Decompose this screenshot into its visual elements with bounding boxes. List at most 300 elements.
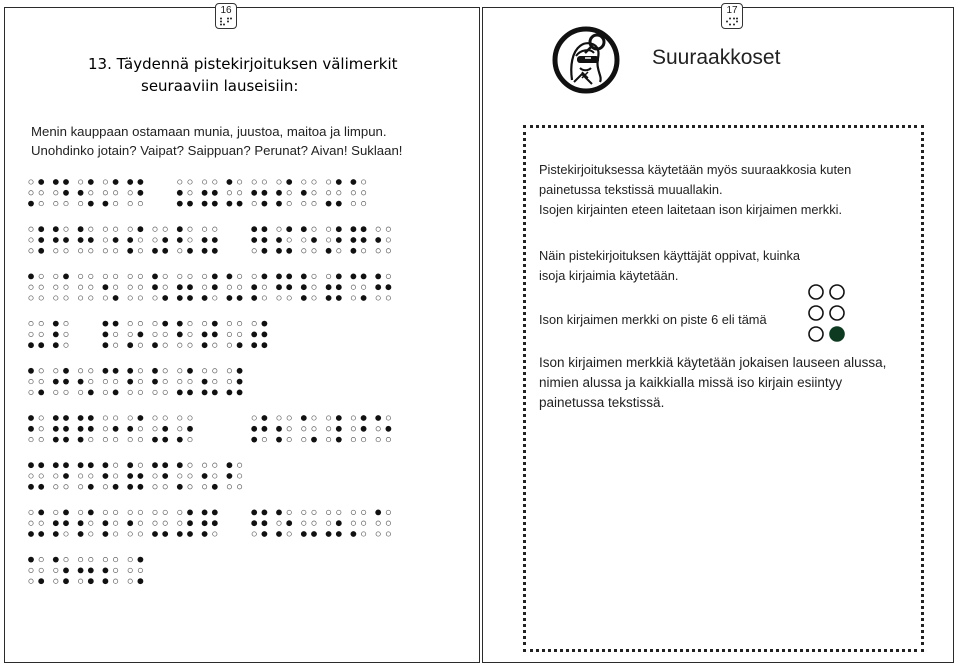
braille-dot-raised <box>251 426 257 432</box>
braille-dot-raised <box>351 226 357 232</box>
braille-dot-empty <box>128 416 132 420</box>
braille-dot-empty <box>113 227 117 231</box>
braille-dot-raised <box>227 179 233 185</box>
braille-dot-raised <box>38 510 44 516</box>
braille-dot-empty <box>361 510 365 514</box>
braille-dot-empty <box>39 285 43 289</box>
braille-dot-empty <box>227 332 231 336</box>
braille-dot-raised <box>113 179 119 185</box>
braille-dot-empty <box>188 332 192 336</box>
braille-dot-empty <box>138 321 142 325</box>
braille-dot-empty <box>163 416 167 420</box>
braille-dot-raised <box>227 274 233 280</box>
braille-dot-empty <box>39 474 43 478</box>
braille-dot-raised <box>286 284 292 290</box>
braille-dot-empty <box>89 557 93 561</box>
braille-dot-raised <box>38 390 44 396</box>
braille-dot-empty <box>188 485 192 489</box>
braille-dot-raised <box>212 520 218 526</box>
braille-dot-empty <box>54 510 58 514</box>
braille-dot-empty <box>153 510 157 514</box>
braille-dot-empty <box>113 332 117 336</box>
braille-dot-empty <box>113 285 117 289</box>
braille-dot-empty <box>188 463 192 467</box>
braille-dot-empty <box>312 296 316 300</box>
braille-dot-raised <box>262 332 268 338</box>
braille-dot-empty <box>29 379 33 383</box>
braille-line <box>28 462 242 489</box>
braille-dot-raised <box>177 531 183 537</box>
braille-dot-raised <box>177 295 183 301</box>
braille-dot-raised <box>162 473 168 479</box>
braille-dot-raised <box>38 342 44 348</box>
braille-dot-empty <box>213 343 217 347</box>
braille-dot-raised <box>63 578 69 584</box>
braille-dot-raised <box>311 531 317 537</box>
braille-dot-5 <box>830 306 844 320</box>
braille-dot-raised <box>88 415 94 421</box>
braille-dot-empty <box>277 180 281 184</box>
braille-dot-raised <box>38 578 44 584</box>
braille-dot-raised <box>202 531 208 537</box>
braille-dot-raised <box>138 226 144 232</box>
braille-dot-empty <box>237 485 241 489</box>
exercise-sentences <box>31 122 402 160</box>
braille-dot-raised <box>88 462 94 468</box>
braille-dot-raised <box>227 462 233 468</box>
info-paragraph-3: Ison kirjaimen merkki on piste 6 eli tämä <box>539 312 767 327</box>
braille-dot-empty <box>361 285 365 289</box>
braille-dot-empty <box>361 191 365 195</box>
braille-dot-empty <box>277 521 281 525</box>
braille-dot-empty <box>312 249 316 253</box>
braille-dot-raised <box>227 473 233 479</box>
braille-dot-empty <box>39 416 43 420</box>
braille-dot-raised <box>63 510 69 516</box>
braille-dot-raised <box>301 295 307 301</box>
braille-dot-empty <box>178 249 182 253</box>
braille-dot-empty <box>213 227 217 231</box>
braille-dot-raised <box>187 201 193 207</box>
braille-dot-empty <box>29 227 33 231</box>
braille-dot-raised <box>38 462 44 468</box>
braille-dot-empty <box>103 379 107 383</box>
braille-dot-empty <box>287 238 291 242</box>
braille-dot-empty <box>351 416 355 420</box>
braille-dot-empty <box>39 427 43 431</box>
braille-dot-raised <box>301 274 307 280</box>
braille-dot-raised <box>113 295 119 301</box>
braille-dot-raised <box>336 237 342 243</box>
braille-dot-empty <box>39 369 43 373</box>
braille-dot-empty <box>312 227 316 231</box>
braille-dot-raised <box>53 437 59 443</box>
braille-dot-empty <box>113 191 117 195</box>
braille-dot-empty <box>163 510 167 514</box>
braille-dot-empty <box>64 227 68 231</box>
braille-dot-empty <box>128 274 132 278</box>
braille-dot-raised <box>127 379 133 385</box>
braille-dot-raised <box>326 201 332 207</box>
braille-dot-empty <box>252 180 256 184</box>
braille-dot-empty <box>113 416 117 420</box>
braille-dot-empty <box>39 296 43 300</box>
braille-dot-raised <box>227 295 233 301</box>
braille-dot-empty <box>78 510 82 514</box>
braille-dot-empty <box>213 369 217 373</box>
braille-dot-raised <box>177 321 183 327</box>
braille-dot-raised <box>212 190 218 196</box>
braille-dot-empty <box>163 390 167 394</box>
braille-dot-raised <box>212 332 218 338</box>
braille-dot-raised <box>276 248 282 254</box>
braille-dot-empty <box>64 557 68 561</box>
braille-dot-empty <box>227 379 231 383</box>
braille-dot-raised <box>202 237 208 243</box>
braille-dot-raised <box>286 274 292 280</box>
braille-dot-empty <box>287 427 291 431</box>
braille-dot-raised <box>251 332 257 338</box>
braille-dot-empty <box>103 427 107 431</box>
braille-dot-empty <box>302 437 306 441</box>
braille-dot-raised <box>138 484 144 490</box>
braille-dot-raised <box>251 284 257 290</box>
braille-dot-empty <box>277 296 281 300</box>
braille-dot-raised <box>78 415 84 421</box>
braille-dot-raised <box>311 237 317 243</box>
braille-dot-raised <box>251 295 257 301</box>
braille-dot-raised <box>326 284 332 290</box>
braille-dot-empty <box>138 249 142 253</box>
braille-dot-empty <box>252 249 256 253</box>
braille-dot-empty <box>39 201 43 205</box>
braille-dot-raised <box>202 190 208 196</box>
braille-dot-empty <box>89 227 93 231</box>
braille-dot-empty <box>376 227 380 231</box>
braille-dot-raised <box>152 274 158 280</box>
braille-dot-raised <box>53 379 59 385</box>
braille-dot-empty <box>138 201 142 205</box>
braille-dot-empty <box>113 249 117 253</box>
braille-dot-raised <box>88 578 94 584</box>
braille-dot-empty <box>54 474 58 478</box>
braille-dot-empty <box>29 579 33 583</box>
braille-dot-empty <box>103 390 107 394</box>
braille-dot-raised <box>63 437 69 443</box>
braille-dot-empty <box>138 521 142 525</box>
braille-dot-empty <box>386 437 390 441</box>
braille-dot-empty <box>29 474 33 478</box>
braille-dot-raised <box>351 531 357 537</box>
braille-dot-empty <box>29 390 33 394</box>
braille-dot-raised <box>177 284 183 290</box>
info-paragraph-4-line-2: nimien alussa ja kaikkialla missä iso kirjain esiintyy <box>539 375 843 390</box>
braille-dot-raised <box>301 284 307 290</box>
braille-dot-empty <box>237 474 241 478</box>
braille-dot-raised <box>286 226 292 232</box>
braille-dot-empty <box>39 521 43 525</box>
braille-dot-empty <box>138 532 142 536</box>
info-paragraph-4 <box>539 353 886 413</box>
braille-dot-empty <box>376 249 380 253</box>
braille-dot-raised <box>237 390 243 396</box>
braille-dot-empty <box>153 390 157 394</box>
braille-dot-raised <box>276 426 282 432</box>
braille-dot-empty <box>138 427 142 431</box>
braille-dot-empty <box>202 369 206 373</box>
braille-dot-raised <box>286 179 292 185</box>
braille-dot-empty <box>188 180 192 184</box>
braille-dot-empty <box>153 416 157 420</box>
braille-dot-raised <box>103 368 109 374</box>
braille-dot-empty <box>376 296 380 300</box>
braille-dot-raised <box>162 248 168 254</box>
braille-dot-raised <box>361 415 367 421</box>
braille-dot-raised <box>103 342 109 348</box>
braille-dot-empty <box>64 343 68 347</box>
braille-dot-empty <box>326 510 330 514</box>
braille-dot-raised <box>326 295 332 301</box>
braille-dot-raised <box>375 237 381 243</box>
braille-dot-raised <box>375 284 381 290</box>
braille-dot-raised <box>212 274 218 280</box>
braille-dot-empty <box>386 521 390 525</box>
braille-dot-raised <box>177 332 183 338</box>
info-paragraph-2 <box>539 246 800 286</box>
braille-dot-raised <box>103 578 109 584</box>
braille-dot-empty <box>103 557 107 561</box>
page-number-braille-icon <box>219 17 233 26</box>
braille-dot-empty <box>64 321 68 325</box>
braille-line <box>28 321 267 348</box>
braille-line <box>28 368 242 395</box>
braille-dot-raised <box>237 379 243 385</box>
braille-dot-empty <box>361 521 365 525</box>
braille-dot-empty <box>302 238 306 242</box>
braille-dot-raised <box>262 274 268 280</box>
braille-dot-raised <box>262 321 268 327</box>
braille-dot-raised <box>78 237 84 243</box>
braille-dot-raised <box>88 484 94 490</box>
braille-dot-raised <box>28 557 34 563</box>
braille-dot-raised <box>88 568 94 574</box>
braille-dot-empty <box>163 343 167 347</box>
braille-dot-raised <box>127 520 133 526</box>
braille-dot-empty <box>386 274 390 278</box>
reading-character-logo-icon <box>552 26 620 94</box>
braille-dot-empty <box>54 274 58 278</box>
braille-dot-empty <box>113 274 117 278</box>
braille-dot-empty <box>326 437 330 441</box>
braille-dot-raised <box>336 520 342 526</box>
braille-dot-empty <box>89 285 93 289</box>
braille-dot-empty <box>361 532 365 536</box>
braille-dot-raised <box>162 531 168 537</box>
braille-dot-empty <box>178 369 182 373</box>
braille-dot-empty <box>252 532 256 536</box>
braille-dot-raised <box>375 510 381 516</box>
braille-dot-raised <box>78 226 84 232</box>
braille-dot-raised <box>28 274 34 280</box>
braille-dot-empty <box>386 249 390 253</box>
braille-dot-raised <box>38 484 44 490</box>
braille-dot-empty <box>287 191 291 195</box>
braille-dot-empty <box>188 238 192 242</box>
braille-dot-empty <box>64 390 68 394</box>
braille-dot-empty <box>138 285 142 289</box>
braille-dot-raised <box>262 415 268 421</box>
braille-dot-empty <box>78 485 82 489</box>
braille-dot-empty <box>178 180 182 184</box>
braille-dot-raised <box>187 520 193 526</box>
braille-dot-empty <box>113 343 117 347</box>
braille-dot-empty <box>89 249 93 253</box>
braille-dot-raised <box>336 226 342 232</box>
braille-dot-raised <box>63 568 69 574</box>
braille-dot-empty <box>227 191 231 195</box>
braille-dot-empty <box>29 238 33 242</box>
braille-dot-empty <box>89 474 93 478</box>
braille-dot-raised <box>262 510 268 516</box>
braille-dot-empty <box>39 437 43 441</box>
braille-dot-raised <box>63 379 69 385</box>
braille-dot-raised <box>202 520 208 526</box>
info-paragraph-1-line-3: Isojen kirjainten eteen laitetaan ison kirjaimen merkki. <box>539 202 843 217</box>
braille-dot-empty <box>277 227 281 231</box>
braille-dot-raised <box>251 226 257 232</box>
braille-dot-empty <box>227 321 231 325</box>
braille-dot-raised <box>187 426 193 432</box>
braille-dot-empty <box>178 510 182 514</box>
braille-dot-raised <box>162 237 168 243</box>
braille-dot-empty <box>103 191 107 195</box>
braille-dot-raised <box>138 332 144 338</box>
braille-dot-empty <box>128 227 132 231</box>
braille-line <box>28 274 391 301</box>
braille-dot-raised <box>63 415 69 421</box>
braille-dot-raised <box>88 201 94 207</box>
braille-dot-empty <box>138 390 142 394</box>
braille-dot-raised <box>63 473 69 479</box>
page-number-right <box>721 3 743 29</box>
braille-dot-empty <box>128 579 132 583</box>
braille-dot-empty <box>376 532 380 536</box>
braille-dot-empty <box>128 321 132 325</box>
braille-dot-empty <box>326 227 330 231</box>
braille-dot-raised <box>103 568 109 574</box>
braille-dot-empty <box>103 238 107 242</box>
braille-dot-raised <box>286 248 292 254</box>
braille-dot-raised <box>103 201 109 207</box>
braille-dot-empty <box>128 568 132 572</box>
braille-dot-1 <box>809 285 823 299</box>
braille-dot-raised <box>177 462 183 468</box>
braille-dot-empty <box>64 332 68 336</box>
braille-dot-raised <box>88 426 94 432</box>
braille-dot-raised <box>237 368 243 374</box>
braille-dot-raised <box>336 426 342 432</box>
braille-dot-empty <box>128 390 132 394</box>
braille-dot-empty <box>287 416 291 420</box>
braille-dot-empty <box>153 296 157 300</box>
braille-dot-empty <box>252 201 256 205</box>
braille-dot-empty <box>188 274 192 278</box>
braille-dot-raised <box>276 190 282 196</box>
braille-dot-empty <box>103 510 107 514</box>
braille-dot-empty <box>39 557 43 561</box>
braille-dot-empty <box>351 201 355 205</box>
braille-dot-empty <box>386 510 390 514</box>
braille-dot-empty <box>302 201 306 205</box>
braille-dot-empty <box>386 296 390 300</box>
braille-dot-6-filled <box>830 327 844 341</box>
braille-dot-empty <box>351 427 355 431</box>
braille-dot-empty <box>29 285 33 289</box>
braille-dot-empty <box>351 510 355 514</box>
braille-dot-empty <box>178 427 182 431</box>
braille-dot-raised <box>28 484 34 490</box>
braille-dot-raised <box>276 531 282 537</box>
braille-dot-empty <box>103 485 107 489</box>
braille-dot-empty <box>386 238 390 242</box>
braille-dot-empty <box>351 437 355 441</box>
braille-dot-empty <box>54 369 58 373</box>
braille-dot-empty <box>153 521 157 525</box>
braille-dot-empty <box>128 510 132 514</box>
braille-dot-raised <box>336 295 342 301</box>
braille-dot-empty <box>138 510 142 514</box>
braille-dot-empty <box>128 437 132 441</box>
braille-dot-raised <box>212 510 218 516</box>
braille-dot-empty <box>287 532 291 536</box>
braille-dot-empty <box>188 343 192 347</box>
braille-dot-empty <box>153 321 157 325</box>
braille-dot-empty <box>227 343 231 347</box>
braille-dot-raised <box>63 179 69 185</box>
braille-dot-raised <box>38 237 44 243</box>
braille-dot-raised <box>187 284 193 290</box>
braille-dot-empty <box>312 285 316 289</box>
braille-dot-empty <box>376 437 380 441</box>
braille-dot-empty <box>312 201 316 205</box>
braille-dot-empty <box>64 249 68 253</box>
braille-dot-empty <box>39 274 43 278</box>
braille-dot-empty <box>178 274 182 278</box>
braille-dot-empty <box>326 180 330 184</box>
task-title-line-2: seuraaviin lauseisiin: <box>141 77 299 95</box>
braille-dot-raised <box>361 426 367 432</box>
braille-dot-empty <box>178 521 182 525</box>
braille-dot-raised <box>38 179 44 185</box>
braille-dot-empty <box>29 249 33 253</box>
braille-dot-empty <box>202 321 206 325</box>
braille-dot-raised <box>326 531 332 537</box>
braille-dot-raised <box>152 379 158 385</box>
braille-dot-empty <box>103 227 107 231</box>
braille-dot-raised <box>251 237 257 243</box>
braille-dot-empty <box>113 557 117 561</box>
braille-dot-empty <box>138 238 142 242</box>
braille-dot-empty <box>287 296 291 300</box>
braille-dot-raised <box>262 531 268 537</box>
braille-dot-raised <box>127 368 133 374</box>
braille-dot-empty <box>287 201 291 205</box>
braille-dot-raised <box>113 237 119 243</box>
braille-dot-raised <box>138 190 144 196</box>
braille-dot-empty <box>386 532 390 536</box>
braille-dot-empty <box>113 532 117 536</box>
braille-dot-raised <box>127 473 133 479</box>
